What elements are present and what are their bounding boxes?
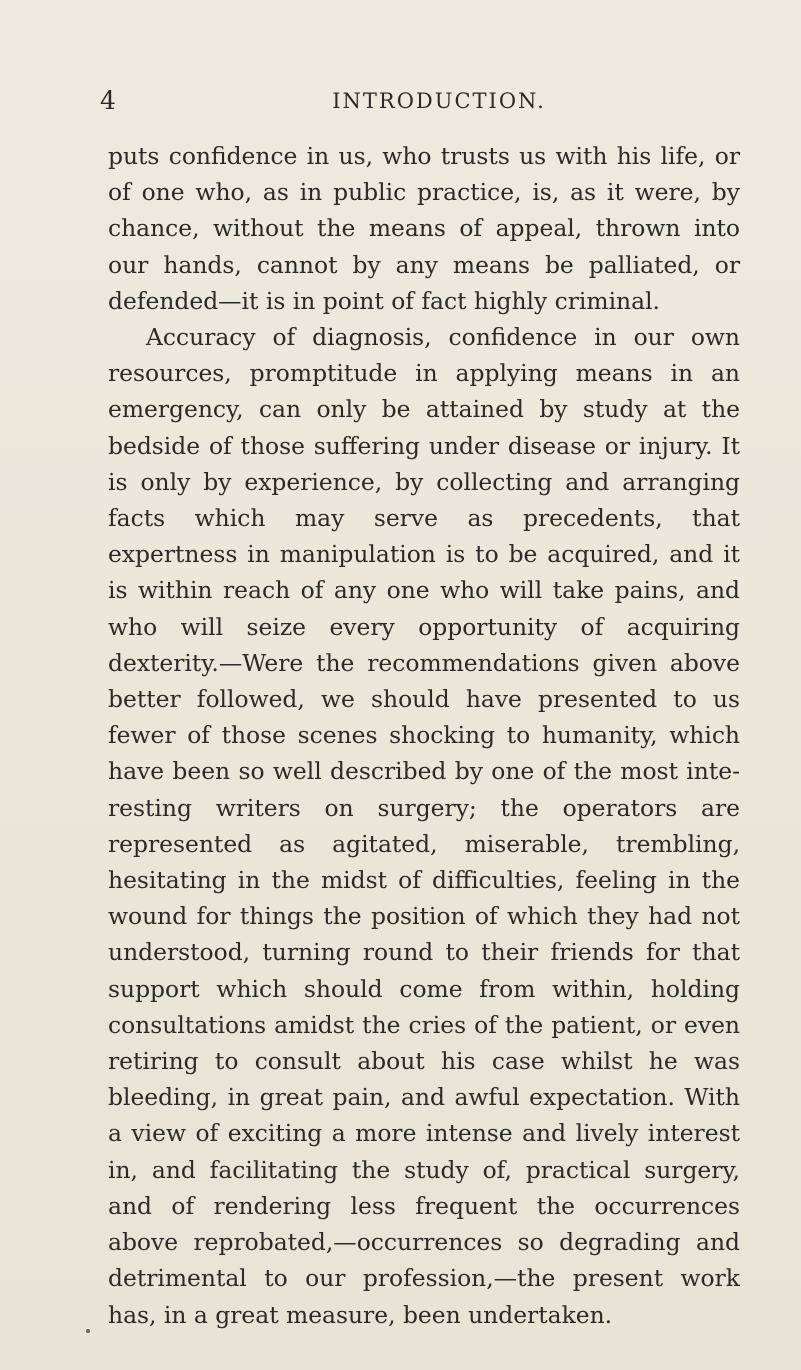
paragraph-1: puts confidence in us, who trusts us with his life, or of one who, as in public practice, is, as it were, by chance, without the means of appeal, thrown into our hands, cannot by any means be palliated, or defended—it is in point of fact highly criminal. (108, 142, 740, 315)
paragraph-2: Accuracy of diagnosis, confidence in our own resources, promptitude in applying means in an emergency, can only be attained by study at the bedside of those suffering under disease or injury. It is only by experience, by collecting and arranging facts which may serve as precedents, that expertness in manipulation is to be acquired, and it is within reach of any one who will take pains, and who will seize every opportunity of acquiring dexterity.—Were the recommendations given above better followed, we should have presented to us fewer of those scenes shocking to humanity, which have been so well described by one of the most interesting writers on surgery; the operators are represented as agitated, miserable, trembling, hesitating in the midst of difficulties, feeling in the wound for things the position of which they had not understood, turning round to their friends for that support which should come from within, holding consultations amidst the cries of the patient, or even retiring to consult about his case whilst he was bleeding, in great pain, and awful expectation. With a view of exciting a more intense and lively interest in, and facilitating the study of, practical surgery, and of rendering less frequent the occurrences above reprobated,—occurrences so degrading and detrimental to our profession,—the present work has, in a great measure, been undertaken. (108, 323, 740, 1329)
running-head: INTRODUCTION. (332, 89, 546, 113)
body-text (108, 138, 740, 1333)
page-number: 4 (100, 86, 116, 115)
page-header (100, 86, 740, 116)
paper-speck (86, 1329, 90, 1333)
